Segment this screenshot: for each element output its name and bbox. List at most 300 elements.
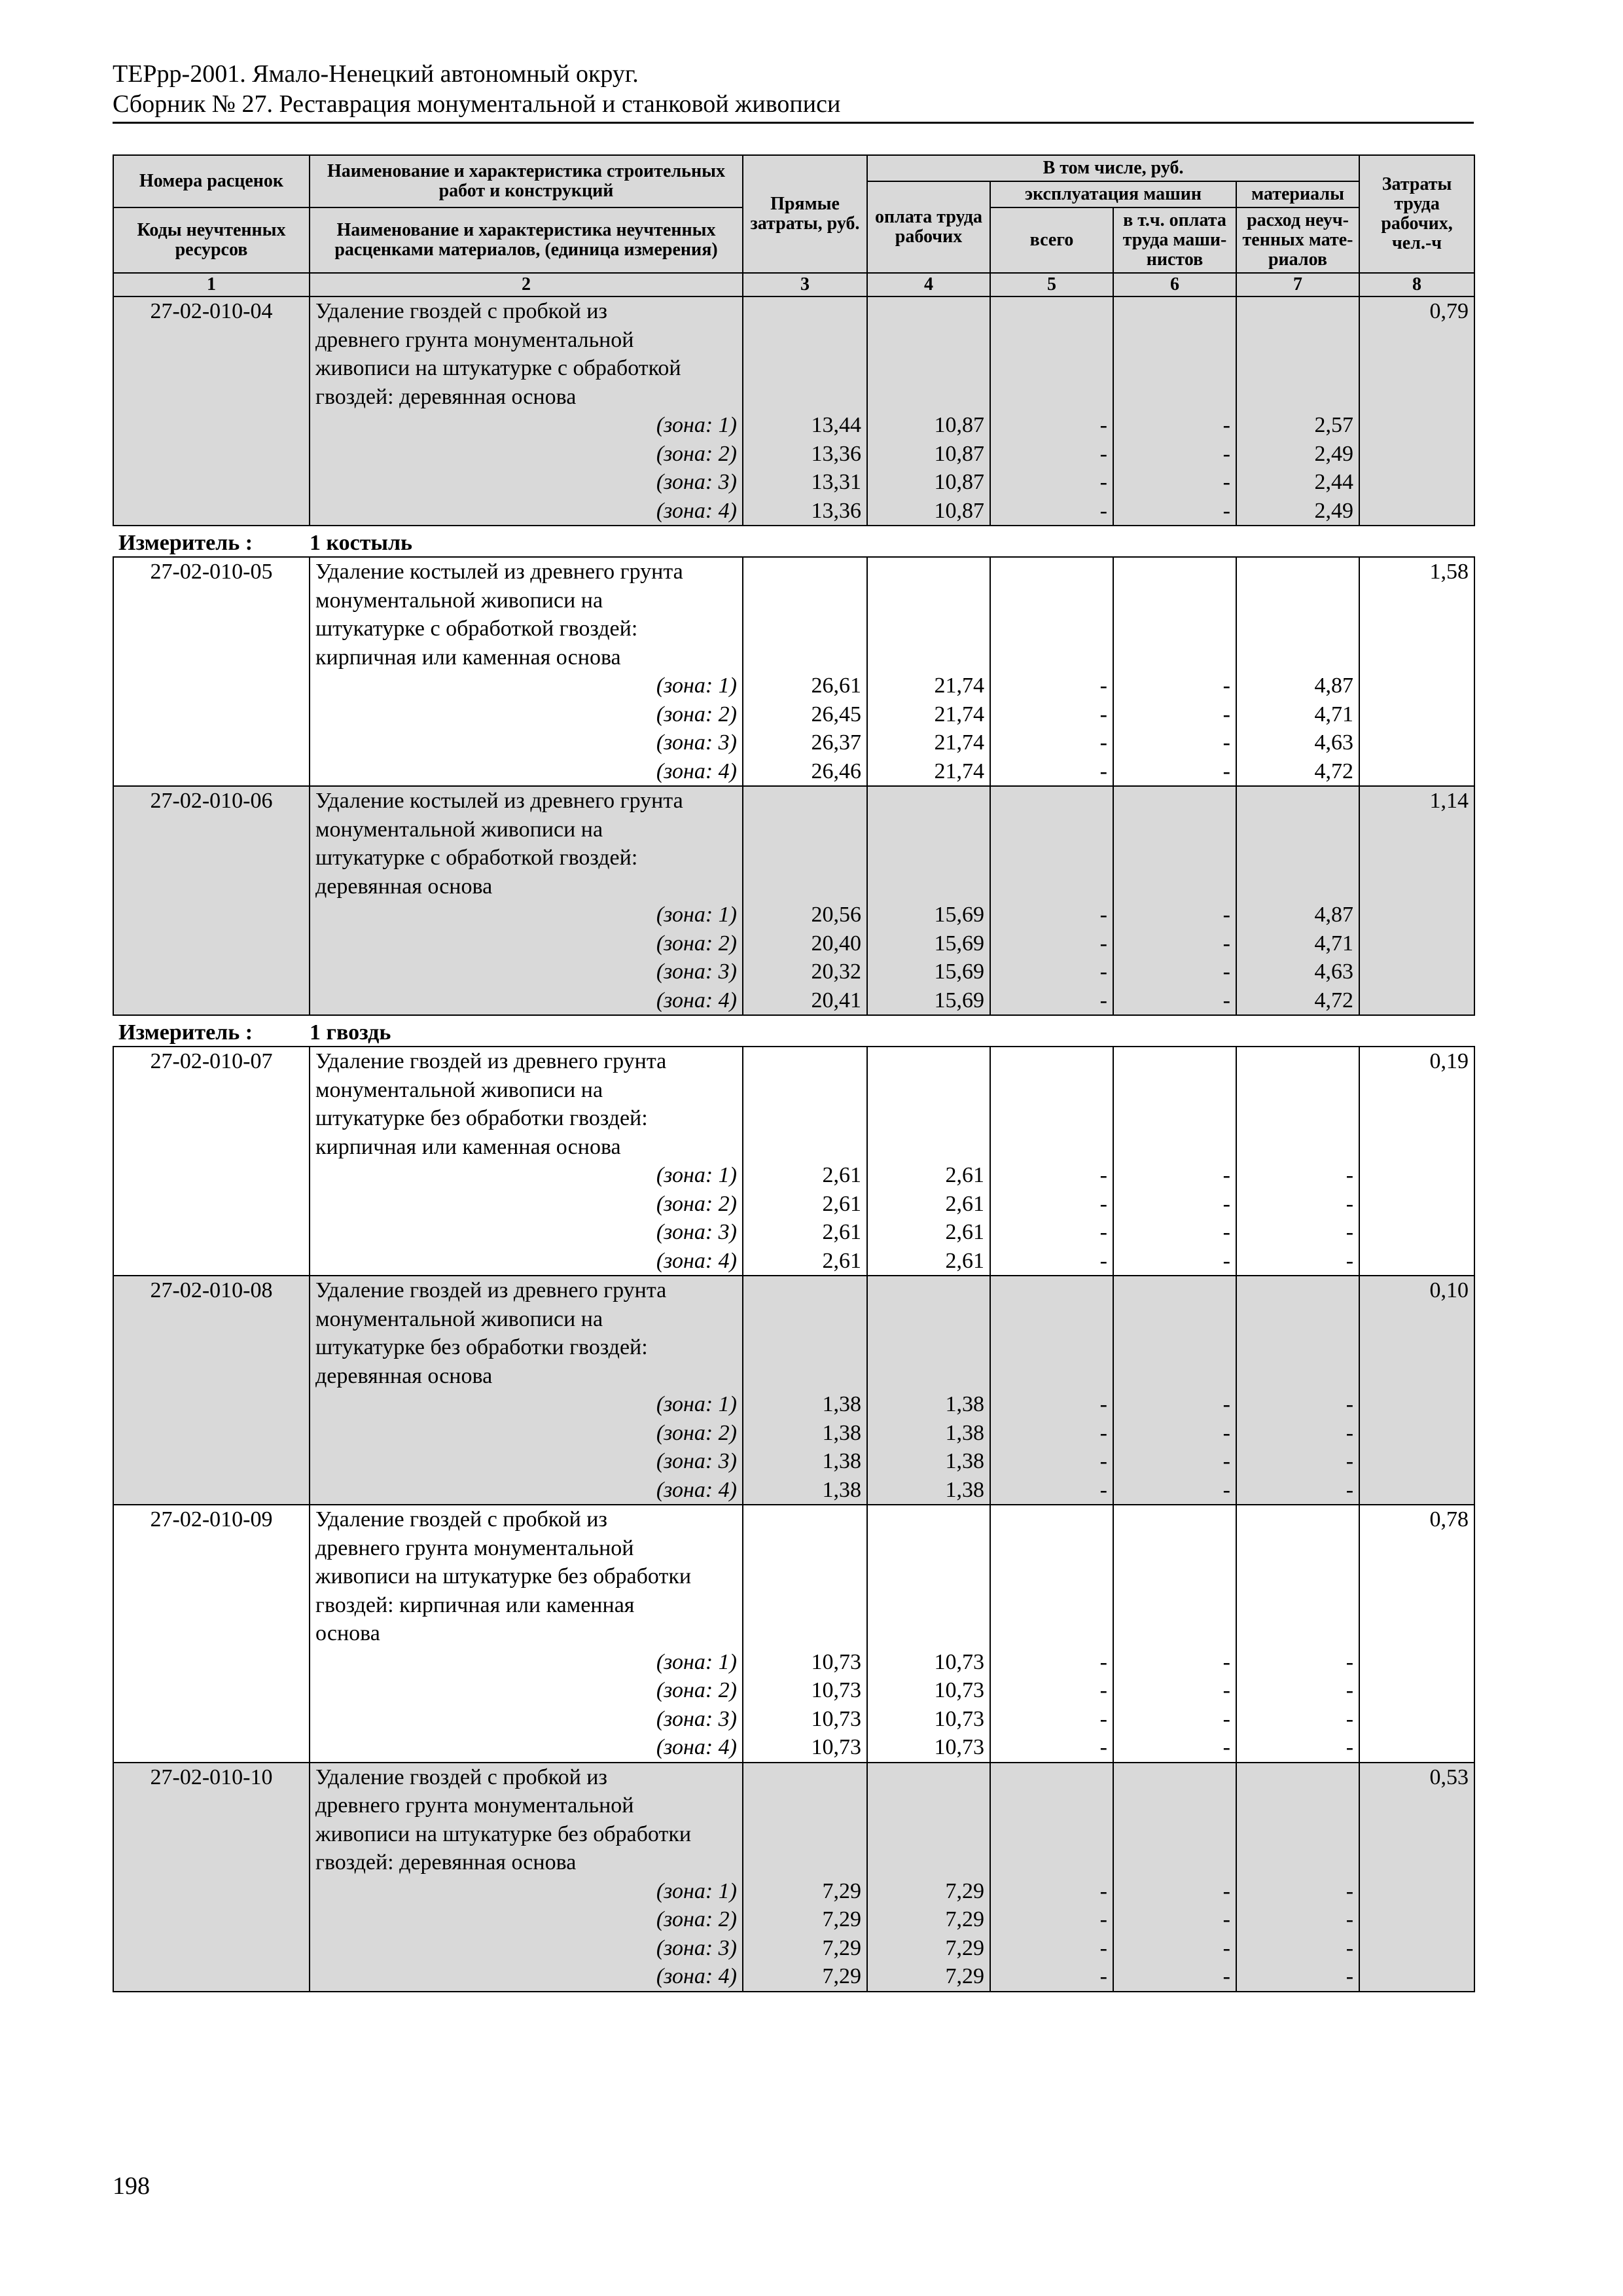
- rate-name-line: древнего грунта монументальной: [310, 326, 743, 355]
- machinist-pay: -: [1113, 728, 1236, 757]
- empty-cell: [1359, 1247, 1474, 1276]
- rate-code: 27-02-010-06: [113, 786, 310, 816]
- empty-cell: [113, 958, 310, 986]
- empty-cell: [1113, 1763, 1236, 1792]
- machinist-pay: -: [1113, 986, 1236, 1016]
- machinist-pay: -: [1113, 929, 1236, 958]
- empty-cell: [990, 1276, 1113, 1305]
- col-number: 8: [1359, 273, 1474, 296]
- empty-cell: [867, 586, 990, 615]
- empty-cell: [113, 383, 310, 412]
- direct-costs: 10,73: [743, 1648, 867, 1677]
- empty-cell: [1359, 1218, 1474, 1247]
- empty-cell: [113, 1190, 310, 1219]
- direct-costs: 1,38: [743, 1447, 867, 1476]
- empty-cell: [1359, 440, 1474, 469]
- materials-cost: -: [1236, 1934, 1359, 1963]
- empty-cell: [990, 557, 1113, 586]
- rate-subrow: [113, 1820, 1474, 1849]
- rate-name-line: Удаление гвоздей с пробкой из: [310, 1505, 743, 1534]
- worker-pay: 10,73: [867, 1676, 990, 1705]
- rate-subrow: [113, 757, 1474, 787]
- empty-cell: [1359, 1648, 1474, 1677]
- empty-cell: [1113, 1104, 1236, 1133]
- rate-name-line: гвоздей: деревянная основа: [310, 1848, 743, 1877]
- rate-subrow: [113, 1534, 1474, 1563]
- materials-cost: 4,72: [1236, 986, 1359, 1016]
- empty-cell: [1359, 1962, 1474, 1992]
- materials-cost: -: [1236, 1905, 1359, 1934]
- machinist-pay: -: [1113, 1905, 1236, 1934]
- empty-cell: [1359, 986, 1474, 1016]
- direct-costs: 7,29: [743, 1905, 867, 1934]
- empty-cell: [1113, 383, 1236, 412]
- header-subtitle: Сборник № 27. Реставрация монументальной и станковой живописи: [113, 90, 841, 118]
- empty-cell: [867, 354, 990, 383]
- worker-pay: 1,38: [867, 1447, 990, 1476]
- empty-cell: [113, 411, 310, 440]
- empty-cell: [1359, 1133, 1474, 1162]
- materials-cost: 2,57: [1236, 411, 1359, 440]
- rate-name-line: живописи на штукатурке с обработкой: [310, 354, 743, 383]
- rate-subrow: [113, 1733, 1474, 1763]
- machine-ops: -: [990, 958, 1113, 986]
- machinist-pay: -: [1113, 1962, 1236, 1992]
- empty-cell: [867, 1104, 990, 1133]
- empty-cell: [1359, 1362, 1474, 1391]
- machinist-pay: -: [1113, 1247, 1236, 1276]
- empty-cell: [1236, 786, 1359, 816]
- empty-cell: [1236, 354, 1359, 383]
- empty-cell: [113, 615, 310, 643]
- machinist-pay: -: [1113, 1733, 1236, 1763]
- empty-cell: [113, 672, 310, 700]
- empty-cell: [113, 901, 310, 929]
- empty-cell: [867, 557, 990, 586]
- empty-cell: [1359, 1104, 1474, 1133]
- empty-cell: [867, 1276, 990, 1305]
- empty-cell: [113, 929, 310, 958]
- empty-cell: [867, 1591, 990, 1620]
- empty-cell: [113, 586, 310, 615]
- empty-cell: [867, 1133, 990, 1162]
- rate-row: [113, 557, 1474, 586]
- empty-cell: [743, 1047, 867, 1076]
- direct-costs: 10,73: [743, 1676, 867, 1705]
- measure-unit: 1 костыль: [310, 526, 1474, 557]
- rate-subrow: [113, 700, 1474, 729]
- empty-cell: [990, 615, 1113, 643]
- machinist-pay: -: [1113, 700, 1236, 729]
- empty-cell: [1359, 1419, 1474, 1448]
- empty-cell: [743, 1534, 867, 1563]
- empty-cell: [990, 1104, 1113, 1133]
- labor-costs: 0,19: [1359, 1047, 1474, 1076]
- table-header: [113, 155, 1474, 273]
- machine-ops: -: [990, 1218, 1113, 1247]
- worker-pay: 7,29: [867, 1877, 990, 1906]
- empty-cell: [990, 1591, 1113, 1620]
- empty-cell: [743, 1362, 867, 1391]
- rate-code: 27-02-010-04: [113, 296, 310, 326]
- materials-cost: 4,72: [1236, 757, 1359, 787]
- empty-cell: [1236, 1763, 1359, 1792]
- header-materials: материалы: [1236, 181, 1359, 207]
- empty-cell: [1236, 1791, 1359, 1820]
- rate-subrow: [113, 354, 1474, 383]
- zone-label: (зона: 4): [310, 1733, 743, 1763]
- direct-costs: 1,38: [743, 1390, 867, 1419]
- column-numbers-row: [113, 273, 1474, 296]
- labor-costs: 0,10: [1359, 1276, 1474, 1305]
- rate-subrow: [113, 411, 1474, 440]
- empty-cell: [743, 1591, 867, 1620]
- rate-code: 27-02-010-09: [113, 1505, 310, 1534]
- empty-cell: [1359, 383, 1474, 412]
- rate-name-line: штукатурке без обработки гвоздей:: [310, 1333, 743, 1362]
- empty-cell: [990, 786, 1113, 816]
- rate-subrow: [113, 1848, 1474, 1877]
- worker-pay: 15,69: [867, 958, 990, 986]
- direct-costs: 7,29: [743, 1877, 867, 1906]
- machinist-pay: -: [1113, 1676, 1236, 1705]
- empty-cell: [113, 757, 310, 787]
- empty-cell: [1359, 1305, 1474, 1334]
- machine-ops: -: [990, 929, 1113, 958]
- empty-cell: [113, 1247, 310, 1276]
- worker-pay: 7,29: [867, 1905, 990, 1934]
- worker-pay: 15,69: [867, 929, 990, 958]
- empty-cell: [1236, 872, 1359, 901]
- rate-subrow: [113, 1476, 1474, 1505]
- worker-pay: 10,87: [867, 497, 990, 526]
- worker-pay: 10,87: [867, 440, 990, 469]
- worker-pay: 2,61: [867, 1190, 990, 1219]
- empty-cell: [1236, 1505, 1359, 1534]
- empty-cell: [867, 615, 990, 643]
- empty-cell: [867, 1619, 990, 1648]
- empty-cell: [113, 1619, 310, 1648]
- empty-cell: [743, 326, 867, 355]
- empty-cell: [113, 1133, 310, 1162]
- worker-pay: 7,29: [867, 1934, 990, 1963]
- worker-pay: 2,61: [867, 1218, 990, 1247]
- empty-cell: [990, 1619, 1113, 1648]
- rate-row: [113, 1763, 1474, 1792]
- empty-cell: [1359, 1562, 1474, 1591]
- header-work-name: Наименование и характеристика строительных работ и конструкций: [310, 155, 743, 207]
- empty-cell: [113, 326, 310, 355]
- zone-label: (зона: 3): [310, 958, 743, 986]
- empty-cell: [1113, 586, 1236, 615]
- empty-cell: [113, 1305, 310, 1334]
- materials-cost: -: [1236, 1190, 1359, 1219]
- rate-name-line: Удаление гвоздей из древнего грунта: [310, 1047, 743, 1076]
- materials-cost: 4,63: [1236, 958, 1359, 986]
- empty-cell: [1359, 586, 1474, 615]
- rate-subrow: [113, 497, 1474, 526]
- rate-subrow: [113, 1791, 1474, 1820]
- empty-cell: [1113, 1848, 1236, 1877]
- rate-subrow: [113, 1362, 1474, 1391]
- zone-label: (зона: 1): [310, 672, 743, 700]
- zone-label: (зона: 4): [310, 757, 743, 787]
- rate-name-line: Удаление костылей из древнего грунта: [310, 786, 743, 816]
- empty-cell: [1359, 1791, 1474, 1820]
- rate-subrow: [113, 1333, 1474, 1362]
- direct-costs: 13,36: [743, 497, 867, 526]
- empty-cell: [1236, 1848, 1359, 1877]
- machine-ops: -: [990, 1390, 1113, 1419]
- empty-cell: [1113, 1362, 1236, 1391]
- rate-subrow: [113, 1705, 1474, 1734]
- empty-cell: [1236, 643, 1359, 672]
- empty-cell: [113, 1705, 310, 1734]
- empty-cell: [1359, 1476, 1474, 1505]
- rates-table: [113, 154, 1475, 1992]
- header-rate-numbers: Номера расценок: [113, 155, 310, 207]
- header-machine-ops: эксплуатация машин: [990, 181, 1236, 207]
- direct-costs: 26,37: [743, 728, 867, 757]
- empty-cell: [113, 497, 310, 526]
- machinist-pay: -: [1113, 901, 1236, 929]
- empty-cell: [113, 1791, 310, 1820]
- machine-ops: -: [990, 1733, 1113, 1763]
- empty-cell: [1113, 816, 1236, 844]
- empty-cell: [990, 354, 1113, 383]
- empty-cell: [1359, 1820, 1474, 1849]
- rate-subrow: [113, 1247, 1474, 1276]
- machinist-pay: -: [1113, 1476, 1236, 1505]
- header-resource-codes: Коды неучтенных ресурсов: [113, 207, 310, 273]
- machinist-pay: -: [1113, 1705, 1236, 1734]
- machine-ops: -: [990, 1247, 1113, 1276]
- empty-cell: [867, 816, 990, 844]
- rate-code: 27-02-010-08: [113, 1276, 310, 1305]
- direct-costs: 2,61: [743, 1247, 867, 1276]
- empty-cell: [113, 1676, 310, 1705]
- empty-cell: [1359, 326, 1474, 355]
- direct-costs: 7,29: [743, 1962, 867, 1992]
- worker-pay: 21,74: [867, 700, 990, 729]
- machine-ops: -: [990, 700, 1113, 729]
- empty-cell: [1113, 1333, 1236, 1362]
- empty-cell: [1236, 1276, 1359, 1305]
- machine-ops: -: [990, 672, 1113, 700]
- empty-cell: [1236, 383, 1359, 412]
- rate-name-line: Удаление гвоздей из древнего грунта: [310, 1276, 743, 1305]
- empty-cell: [1113, 1047, 1236, 1076]
- machinist-pay: -: [1113, 672, 1236, 700]
- empty-cell: [990, 1562, 1113, 1591]
- machine-ops: -: [990, 411, 1113, 440]
- zone-label: (зона: 1): [310, 1648, 743, 1677]
- empty-cell: [990, 586, 1113, 615]
- direct-costs: 20,40: [743, 929, 867, 958]
- empty-cell: [990, 1505, 1113, 1534]
- materials-cost: 4,71: [1236, 700, 1359, 729]
- empty-cell: [1359, 1447, 1474, 1476]
- zone-label: (зона: 3): [310, 1705, 743, 1734]
- machine-ops: -: [990, 728, 1113, 757]
- rate-subrow: [113, 468, 1474, 497]
- col-number: 2: [310, 273, 743, 296]
- empty-cell: [1359, 497, 1474, 526]
- machinist-pay: -: [1113, 1934, 1236, 1963]
- empty-cell: [1236, 1820, 1359, 1849]
- empty-cell: [1359, 615, 1474, 643]
- worker-pay: 1,38: [867, 1419, 990, 1448]
- materials-cost: -: [1236, 1877, 1359, 1906]
- rate-name-line: кирпичная или каменная основа: [310, 1133, 743, 1162]
- empty-cell: [867, 1820, 990, 1849]
- empty-cell: [867, 1076, 990, 1105]
- empty-cell: [743, 1619, 867, 1648]
- machinist-pay: -: [1113, 1877, 1236, 1906]
- rate-subrow: [113, 1133, 1474, 1162]
- empty-cell: [743, 354, 867, 383]
- worker-pay: 21,74: [867, 728, 990, 757]
- direct-costs: 13,36: [743, 440, 867, 469]
- rate-name-line: Удаление гвоздей с пробкой из: [310, 1763, 743, 1792]
- col-number: 6: [1113, 273, 1236, 296]
- empty-cell: [743, 1076, 867, 1105]
- labor-costs: 1,58: [1359, 557, 1474, 586]
- empty-cell: [1359, 1705, 1474, 1734]
- empty-cell: [1359, 1905, 1474, 1934]
- empty-cell: [1359, 1877, 1474, 1906]
- empty-cell: [867, 844, 990, 872]
- labor-costs: 1,14: [1359, 786, 1474, 816]
- empty-cell: [990, 1791, 1113, 1820]
- zone-label: (зона: 4): [310, 986, 743, 1016]
- header-labor-costs: Затраты труда рабочих, чел.-ч: [1359, 155, 1474, 273]
- rate-name-line: штукатурке с обработкой гвоздей:: [310, 615, 743, 643]
- machine-ops: -: [990, 1676, 1113, 1705]
- rate-row: [113, 1276, 1474, 1305]
- rate-subrow: [113, 929, 1474, 958]
- header-title: ТЕРрр-2001. Ямало-Ненецкий автономный округ.: [113, 60, 639, 88]
- materials-cost: -: [1236, 1419, 1359, 1448]
- rate-subrow: [113, 1676, 1474, 1705]
- empty-cell: [1236, 557, 1359, 586]
- direct-costs: 26,45: [743, 700, 867, 729]
- empty-cell: [1113, 1591, 1236, 1620]
- empty-cell: [1113, 872, 1236, 901]
- rate-name-line: монументальной живописи на: [310, 1305, 743, 1334]
- rate-name-line: Удаление гвоздей с пробкой из: [310, 296, 743, 326]
- empty-cell: [743, 1505, 867, 1534]
- rate-name-line: Удаление костылей из древнего грунта: [310, 557, 743, 586]
- rates-table-container: [113, 154, 1474, 1992]
- direct-costs: 2,61: [743, 1190, 867, 1219]
- empty-cell: [867, 643, 990, 672]
- empty-cell: [1359, 1733, 1474, 1763]
- worker-pay: 10,87: [867, 411, 990, 440]
- empty-cell: [1359, 700, 1474, 729]
- zone-label: (зона: 1): [310, 411, 743, 440]
- page-number: 198: [113, 2172, 150, 2200]
- empty-cell: [743, 1763, 867, 1792]
- empty-cell: [743, 1848, 867, 1877]
- rate-name-line: штукатурке с обработкой гвоздей:: [310, 844, 743, 872]
- rate-subrow: [113, 1076, 1474, 1105]
- header-worker-pay: оплата труда рабочих: [867, 181, 990, 273]
- materials-cost: -: [1236, 1648, 1359, 1677]
- empty-cell: [113, 468, 310, 497]
- empty-cell: [1359, 1591, 1474, 1620]
- empty-cell: [1113, 1276, 1236, 1305]
- empty-cell: [113, 1648, 310, 1677]
- zone-label: (зона: 4): [310, 1247, 743, 1276]
- empty-cell: [867, 786, 990, 816]
- rate-name-line: монументальной живописи на: [310, 586, 743, 615]
- rate-subrow: [113, 1877, 1474, 1906]
- rate-subrow: [113, 1218, 1474, 1247]
- machine-ops: -: [990, 1419, 1113, 1448]
- empty-cell: [113, 1076, 310, 1105]
- worker-pay: 1,38: [867, 1390, 990, 1419]
- empty-cell: [990, 1076, 1113, 1105]
- empty-cell: [1113, 557, 1236, 586]
- empty-cell: [113, 1534, 310, 1563]
- machine-ops: -: [990, 1905, 1113, 1934]
- page-header: [113, 59, 1474, 124]
- materials-cost: -: [1236, 1447, 1359, 1476]
- empty-cell: [743, 844, 867, 872]
- empty-cell: [113, 1962, 310, 1992]
- machine-ops: -: [990, 986, 1113, 1016]
- worker-pay: 10,73: [867, 1733, 990, 1763]
- empty-cell: [1236, 844, 1359, 872]
- machine-ops: -: [990, 1476, 1113, 1505]
- worker-pay: 21,74: [867, 757, 990, 787]
- empty-cell: [990, 872, 1113, 901]
- empty-cell: [1113, 1076, 1236, 1105]
- zone-label: (зона: 2): [310, 1905, 743, 1934]
- empty-cell: [1236, 1047, 1359, 1076]
- materials-cost: 4,87: [1236, 672, 1359, 700]
- rate-subrow: [113, 1447, 1474, 1476]
- empty-cell: [113, 1733, 310, 1763]
- zone-label: (зона: 4): [310, 1476, 743, 1505]
- materials-cost: -: [1236, 1476, 1359, 1505]
- rate-name-line: деревянная основа: [310, 872, 743, 901]
- empty-cell: [1359, 1190, 1474, 1219]
- materials-cost: -: [1236, 1247, 1359, 1276]
- worker-pay: 2,61: [867, 1161, 990, 1190]
- header-rule: [113, 122, 1474, 124]
- rate-subrow: [113, 1390, 1474, 1419]
- empty-cell: [1359, 929, 1474, 958]
- empty-cell: [867, 326, 990, 355]
- rate-subrow: [113, 1419, 1474, 1448]
- zone-label: (зона: 3): [310, 468, 743, 497]
- worker-pay: 2,61: [867, 1247, 990, 1276]
- worker-pay: 15,69: [867, 986, 990, 1016]
- rate-name-line: монументальной живописи на: [310, 1076, 743, 1105]
- empty-cell: [1359, 1619, 1474, 1648]
- empty-cell: [743, 615, 867, 643]
- rate-row: [113, 786, 1474, 816]
- empty-cell: [1359, 468, 1474, 497]
- empty-cell: [867, 296, 990, 326]
- empty-cell: [990, 1133, 1113, 1162]
- rate-subrow: [113, 1619, 1474, 1648]
- empty-cell: [113, 1562, 310, 1591]
- empty-cell: [1236, 586, 1359, 615]
- empty-cell: [113, 1390, 310, 1419]
